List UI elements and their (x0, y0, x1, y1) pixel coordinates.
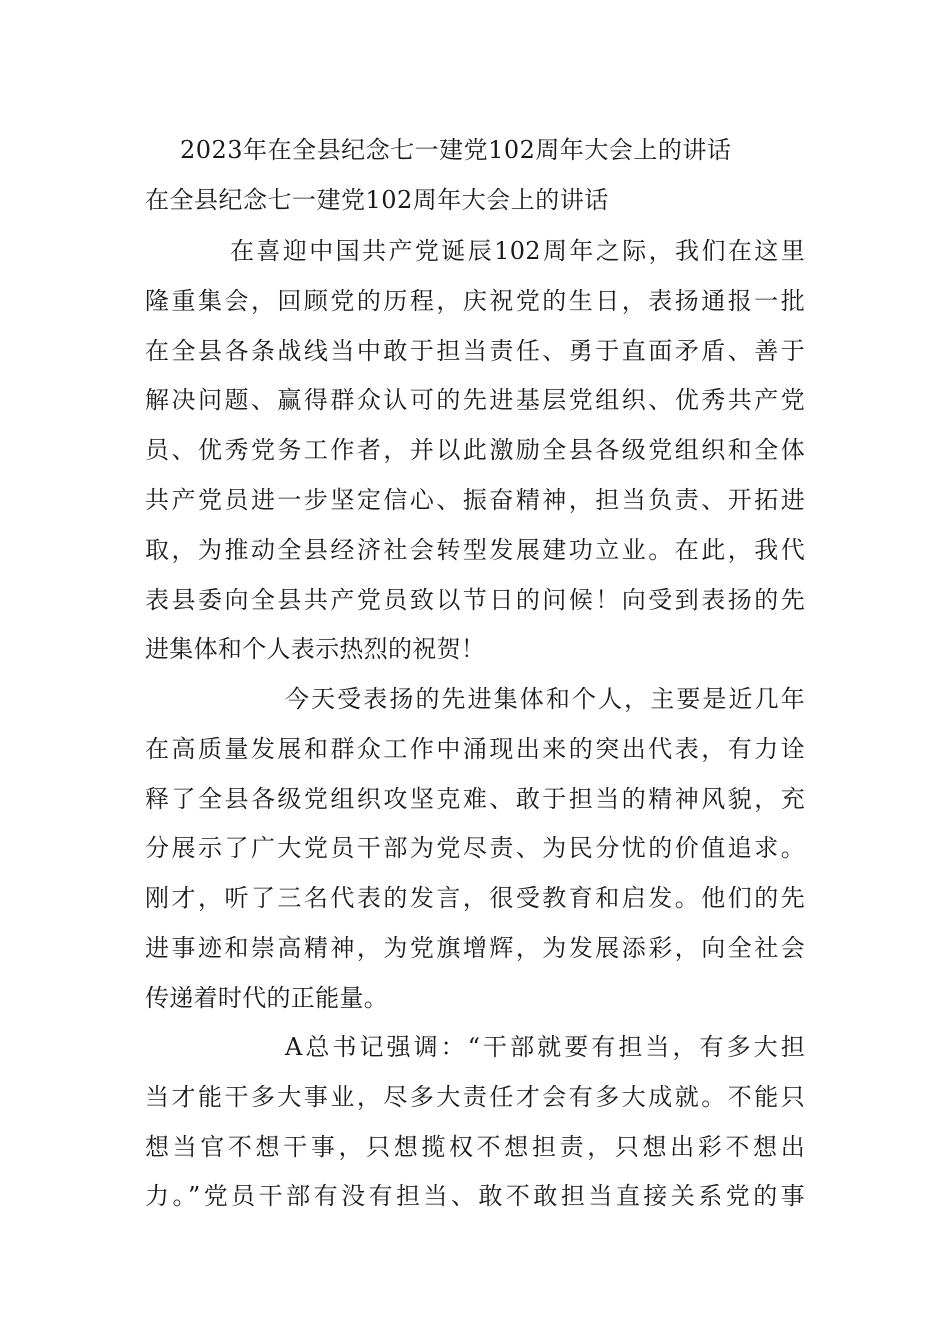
paragraph-line: 进事迹和崇高精神，为党旗增辉，为发展添彩，向全社会 (145, 933, 805, 962)
paragraph-2 (145, 675, 805, 1024)
paragraph-line: 员、优秀党务工作者，并以此激励全县各级党组织和全体 (145, 436, 805, 465)
paragraph-line: 解决问题、赢得群众认可的先进基层党组织、优秀共产党 (145, 386, 805, 415)
paragraph-line: 今天受表扬的先进集体和个人，主要是近几年 (285, 685, 805, 713)
paragraph-line: 表县委向全县共产党员致以节日的问候！向受到表扬的先 (145, 585, 805, 614)
paragraph-line: 传递着时代的正能量。 (145, 983, 388, 1012)
paragraph-line: 当才能干多大事业，尽多大责任才会有多大成就。不能只 (145, 1082, 805, 1111)
paragraph-line: 想当官不想干事，只想揽权不想担责，只想出彩不想出 (145, 1132, 805, 1161)
paragraph-line: 在全县各条战线当中敢于担当责任、勇于直面矛盾、善于 (145, 336, 805, 365)
paragraph-line: 力。”党员干部有没有担当、敢不敢担当直接关系党的事 (145, 1182, 805, 1211)
paragraph-line: 分展示了广大党员干部为党尽责、为民分忧的价值追求。 (145, 834, 805, 863)
paragraph-1 (145, 227, 805, 675)
paragraph-line: 释了全县各级党组织攻坚克难、敢于担当的精神风貌，充 (145, 784, 805, 813)
paragraph-line: 进集体和个人表示热烈的祝贺！ (145, 635, 486, 664)
paragraph-3 (145, 1023, 805, 1222)
paragraph-line: 共产党员进一步坚定信心、振奋精神，担当负责、开拓进 (145, 485, 805, 514)
paragraph-line: 在喜迎中国共产党诞辰102周年之际，我们在这里 (230, 237, 805, 265)
paragraph-line: A总书记强调：“干部就要有担当，有多大担 (285, 1033, 805, 1061)
document-subtitle: 在全县纪念七一建党102周年大会上的讲话 (145, 186, 609, 214)
paragraph-line: 刚才，听了三名代表的发言，很受教育和启发。他们的先 (145, 884, 805, 913)
paragraph-line: 隆重集会，回顾党的历程，庆祝党的生日，表扬通报一批 (145, 286, 805, 315)
paragraph-line: 在高质量发展和群众工作中涌现出来的突出代表，有力诠 (145, 734, 805, 763)
paragraph-line: 取，为推动全县经济社会转型发展建功立业。在此，我代 (145, 535, 805, 564)
document-title: 2023年在全县纪念七一建党102周年大会上的讲话 (180, 136, 732, 164)
